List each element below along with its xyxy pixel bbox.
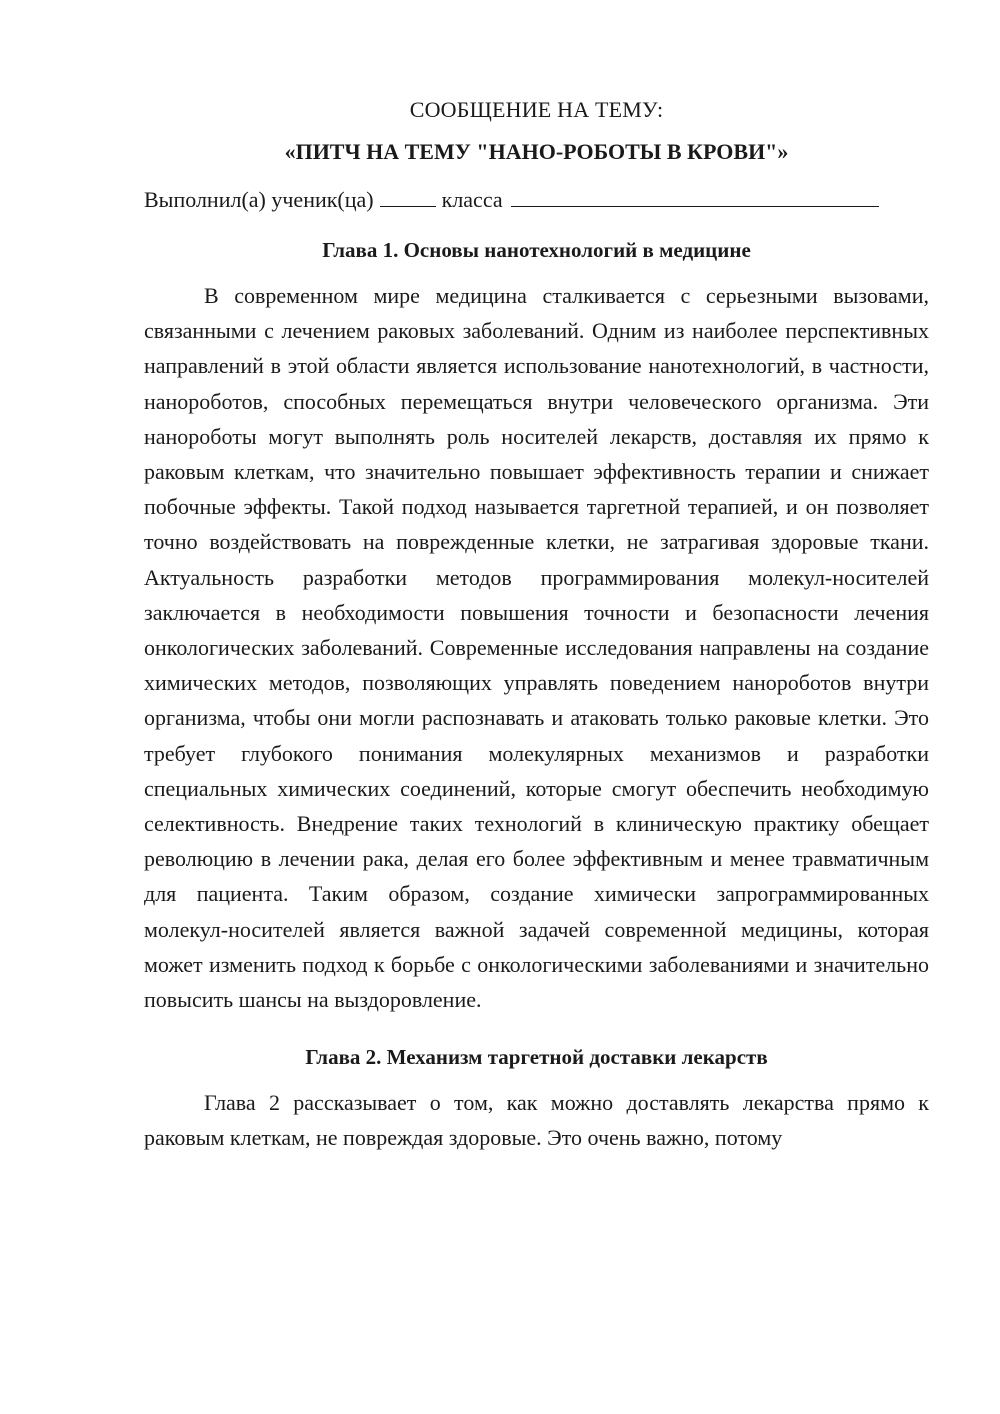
class-blank: [511, 184, 879, 207]
document-header-line: СООБЩЕНИЕ НА ТЕМУ:: [409, 97, 664, 122]
document-content: [144, 92, 929, 1156]
chapter-2-heading: Глава 2. Механизм таргетной доставки лекарств: [305, 1045, 768, 1070]
document-title: «ПИТЧ НА ТЕМУ "НАНО-РОБОТЫ В КРОВИ"»: [284, 139, 789, 164]
student-name-blank: [380, 184, 436, 207]
chapter-1-heading: Глава 1. Основы нанотехнологий в медицине: [322, 238, 751, 262]
class-label: класса: [441, 187, 503, 212]
performed-by-label: Выполнил(а) ученик(ца): [144, 187, 374, 212]
author-line: [144, 182, 929, 218]
chapter-2-paragraph: Глава 2 рассказывает о том, как можно доставлять лекарства прямо к раковым клеткам, не повреждая здоровые. Это очень важно, потому: [144, 1090, 929, 1151]
chapter-1-paragraph: В современном мире медицина сталкивается с серьезными вызовами, связанными с лечением раковых заболеваний. Одним из наиболее перспективных направлений в этой области является использование нанотехнологий, в частности, нанороботов, способных перемещаться внутри человеческого организма. Эти нанороботы могут выполнять роль носителей лекарств, доставляя их прямо к раковым клеткам, что значительно повышает эффективность терапии и снижает побочные эффекты. Такой подход называется таргетной терапией, и он позволяет точно воздействовать на поврежденные клетки, не затрагивая здоровые ткани. Актуальность разработки методов программирования молекул-носителей заключается в необходимости повышения точности и безопасности лечения онкологических заболеваний. Современные исследования направлены на создание химических методов, позволяющих управлять поведением нанороботов внутри организма, чтобы они могли распознавать и атаковать только раковые клетки. Это требует глубокого понимания молекулярных механизмов и разработки специальных химических соединений, которые смогут обеспечить необходимую селективность. Внедрение таких технологий в клиническую практику обещает революцию в лечении рака, делая его более эффективным и менее травматичным для пациента. Таким образом, создание химически запрограммированных молекул-носителей является важной задачей современной медицины, которая может изменить подход к борьбе с онкологическими заболеваниями и значительно повысить шансы на выздоровление.: [144, 283, 929, 1013]
